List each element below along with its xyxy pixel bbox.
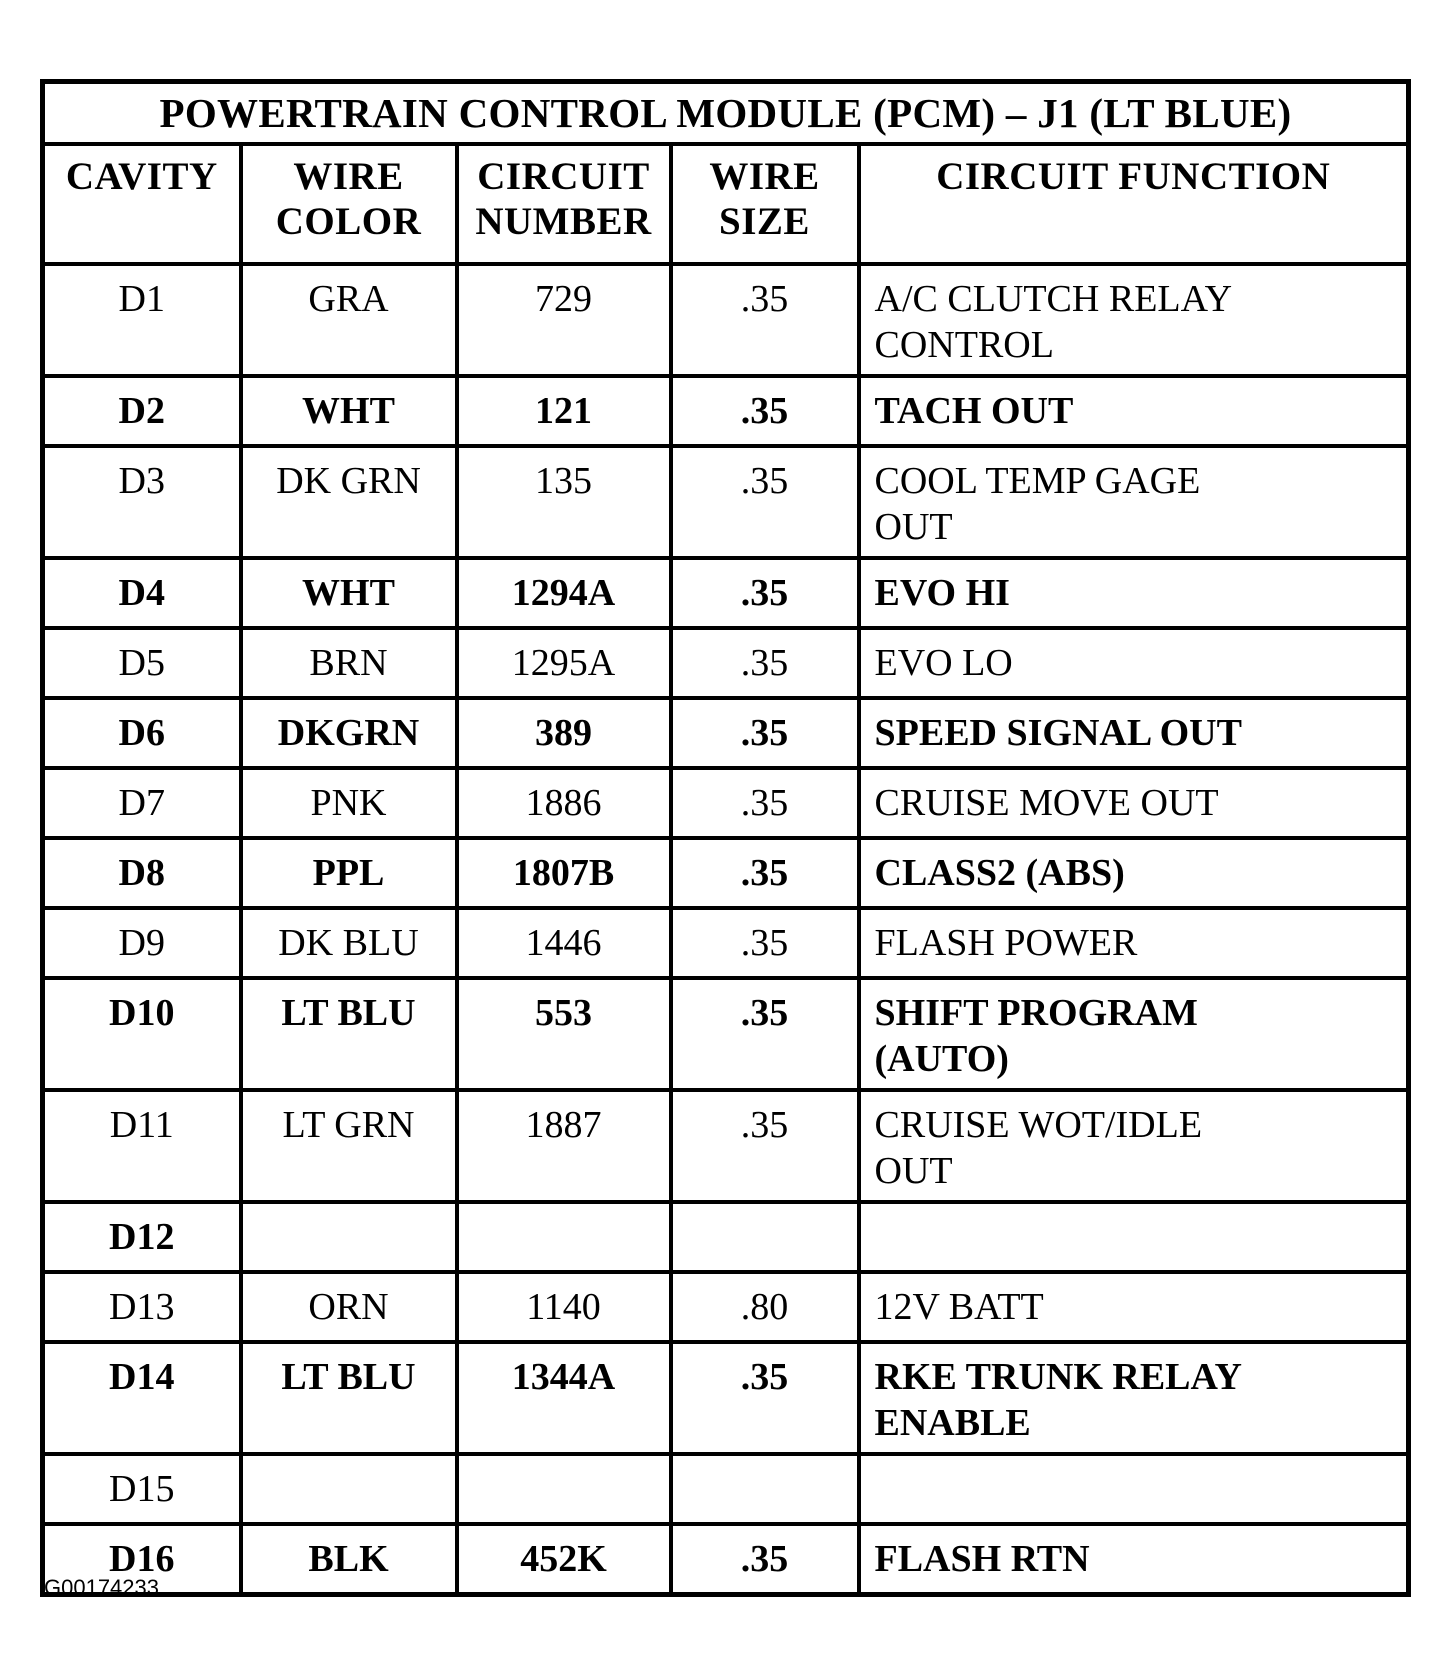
circuit-number-cell — [457, 1202, 671, 1272]
header-wire-size-line1: WIRE — [709, 155, 820, 198]
table-row — [43, 1202, 1409, 1272]
cavity-cell: D3 — [43, 446, 241, 558]
header-wire-size-line2: SIZE — [719, 200, 810, 243]
wire-size-cell: .35 — [671, 558, 859, 628]
circuit-number-cell: 121 — [457, 376, 671, 446]
cavity-cell: D2 — [43, 376, 241, 446]
cavity-cell: D6 — [43, 698, 241, 768]
table-row — [43, 908, 1409, 978]
circuit-number-cell: 729 — [457, 264, 671, 376]
cavity-cell: D1 — [43, 264, 241, 376]
wire-color-cell — [241, 1454, 457, 1524]
circuit-function-cell — [859, 1524, 1409, 1595]
wire-color-cell: LT GRN — [241, 1090, 457, 1202]
circuit-function-cell — [859, 1272, 1409, 1342]
circuit-function-line2: CONTROL — [874, 324, 1054, 366]
table-row — [43, 1454, 1409, 1524]
header-cavity-label: CAVITY — [65, 155, 218, 198]
circuit-function-cell — [859, 1090, 1409, 1202]
wire-color-cell: LT BLU — [241, 978, 457, 1090]
header-cavity — [43, 144, 241, 264]
cavity-cell: D12 — [43, 1202, 241, 1272]
table-row — [43, 264, 1409, 376]
circuit-number-cell: 1446 — [457, 908, 671, 978]
circuit-function-line1: SHIFT PROGRAM — [874, 992, 1198, 1034]
wire-color-cell: WHT — [241, 558, 457, 628]
circuit-number-cell: 1294A — [457, 558, 671, 628]
circuit-number-cell: 553 — [457, 978, 671, 1090]
circuit-function-cell — [859, 264, 1409, 376]
table-row — [43, 1272, 1409, 1342]
cavity-cell: D14 — [43, 1342, 241, 1454]
cavity-cell: D9 — [43, 908, 241, 978]
wire-size-cell: .35 — [671, 768, 859, 838]
table-row — [43, 978, 1409, 1090]
table-title — [43, 82, 1409, 145]
circuit-number-cell: 1295A — [457, 628, 671, 698]
wire-color-cell: BRN — [241, 628, 457, 698]
circuit-number-cell: 135 — [457, 446, 671, 558]
circuit-function-line1: EVO LO — [874, 642, 1013, 684]
circuit-function-cell — [859, 558, 1409, 628]
cavity-cell: D15 — [43, 1454, 241, 1524]
wire-size-cell: .35 — [671, 628, 859, 698]
table-row — [43, 838, 1409, 908]
cavity-cell: D5 — [43, 628, 241, 698]
cavity-cell: D8 — [43, 838, 241, 908]
table-row — [43, 698, 1409, 768]
wire-size-cell: .35 — [671, 1524, 859, 1595]
cavity-cell: D11 — [43, 1090, 241, 1202]
circuit-function-line1: EVO HI — [874, 572, 1010, 614]
circuit-function-cell — [859, 978, 1409, 1090]
table-row — [43, 558, 1409, 628]
header-wire-size — [671, 144, 859, 264]
circuit-function-line1: FLASH POWER — [874, 922, 1138, 964]
circuit-function-line2: OUT — [874, 506, 953, 548]
header-wire-color-line1: WIRE — [293, 155, 404, 198]
circuit-function-line1: CLASS2 (ABS) — [874, 852, 1125, 894]
circuit-function-line2: (AUTO) — [874, 1038, 1009, 1080]
circuit-number-cell: 1887 — [457, 1090, 671, 1202]
pcm-connector-table — [40, 79, 1411, 1597]
wire-size-cell: .35 — [671, 446, 859, 558]
circuit-function-line1: CRUISE WOT/IDLE — [874, 1104, 1203, 1146]
cavity-cell: D16 — [43, 1524, 241, 1595]
wire-size-cell: .35 — [671, 376, 859, 446]
circuit-function-line2: OUT — [874, 1150, 953, 1192]
circuit-function-cell — [859, 446, 1409, 558]
wire-size-cell: .35 — [671, 1090, 859, 1202]
table-title-row — [43, 82, 1409, 145]
wire-size-cell: .35 — [671, 698, 859, 768]
table-title-text: POWERTRAIN CONTROL MODULE (PCM) – J1 (LT BLUE) — [159, 90, 1292, 136]
header-circuit-function-label: CIRCUIT FUNCTION — [936, 155, 1331, 198]
circuit-function-cell — [859, 1454, 1409, 1524]
circuit-function-line1: CRUISE MOVE OUT — [874, 782, 1219, 824]
circuit-number-cell: 389 — [457, 698, 671, 768]
table-row — [43, 446, 1409, 558]
wire-color-cell: PNK — [241, 768, 457, 838]
circuit-number-cell: 1807B — [457, 838, 671, 908]
circuit-function-cell — [859, 698, 1409, 768]
circuit-function-line2: ENABLE — [874, 1402, 1031, 1444]
wire-size-cell: .35 — [671, 1342, 859, 1454]
table-row — [43, 1090, 1409, 1202]
header-wire-color — [241, 144, 457, 264]
header-circuit-number-line2: NUMBER — [475, 200, 652, 243]
wire-color-cell: ORN — [241, 1272, 457, 1342]
circuit-function-line1: FLASH RTN — [874, 1538, 1090, 1580]
wire-color-cell: DKGRN — [241, 698, 457, 768]
circuit-function-line1: SPEED SIGNAL OUT — [874, 712, 1242, 754]
table-row — [43, 1342, 1409, 1454]
circuit-number-cell — [457, 1454, 671, 1524]
header-wire-color-line2: COLOR — [275, 200, 422, 243]
cavity-cell: D7 — [43, 768, 241, 838]
wire-color-cell: GRA — [241, 264, 457, 376]
wire-size-cell: .35 — [671, 838, 859, 908]
wire-size-cell: .80 — [671, 1272, 859, 1342]
circuit-function-line1: TACH OUT — [874, 390, 1074, 432]
wire-size-cell: .35 — [671, 978, 859, 1090]
circuit-function-line1: RKE TRUNK RELAY — [874, 1356, 1242, 1398]
header-row — [43, 144, 1409, 264]
table-row — [43, 628, 1409, 698]
cavity-cell: D4 — [43, 558, 241, 628]
header-circuit-function — [859, 144, 1409, 264]
circuit-number-cell: 1886 — [457, 768, 671, 838]
circuit-function-cell — [859, 1202, 1409, 1272]
circuit-number-cell: 1344A — [457, 1342, 671, 1454]
wire-color-cell: DK BLU — [241, 908, 457, 978]
wire-color-cell: BLK — [241, 1524, 457, 1595]
table-row — [43, 1524, 1409, 1595]
circuit-function-cell — [859, 768, 1409, 838]
circuit-function-cell — [859, 838, 1409, 908]
wire-size-cell — [671, 1454, 859, 1524]
wire-size-cell — [671, 1202, 859, 1272]
pcm-connector-table-wrapper — [40, 79, 1406, 1597]
circuit-function-line1: COOL TEMP GAGE — [874, 460, 1201, 502]
header-circuit-number-line1: CIRCUIT — [477, 155, 650, 198]
wire-size-cell: .35 — [671, 264, 859, 376]
wire-color-cell: WHT — [241, 376, 457, 446]
cavity-cell: D10 — [43, 978, 241, 1090]
circuit-function-cell — [859, 376, 1409, 446]
circuit-function-cell — [859, 908, 1409, 978]
header-circuit-number — [457, 144, 671, 264]
circuit-function-cell — [859, 1342, 1409, 1454]
cavity-cell: D13 — [43, 1272, 241, 1342]
table-row — [43, 768, 1409, 838]
circuit-function-line1: A/C CLUTCH RELAY — [874, 278, 1233, 320]
table-row — [43, 376, 1409, 446]
wire-size-cell: .35 — [671, 908, 859, 978]
wire-color-cell: LT BLU — [241, 1342, 457, 1454]
wire-color-cell — [241, 1202, 457, 1272]
wire-color-cell: DK GRN — [241, 446, 457, 558]
circuit-function-cell — [859, 628, 1409, 698]
circuit-number-cell: 452K — [457, 1524, 671, 1595]
wire-color-cell: PPL — [241, 838, 457, 908]
circuit-function-line1: 12V BATT — [874, 1286, 1044, 1328]
circuit-number-cell: 1140 — [457, 1272, 671, 1342]
figure-id-caption: G00174233 — [44, 1575, 159, 1600]
